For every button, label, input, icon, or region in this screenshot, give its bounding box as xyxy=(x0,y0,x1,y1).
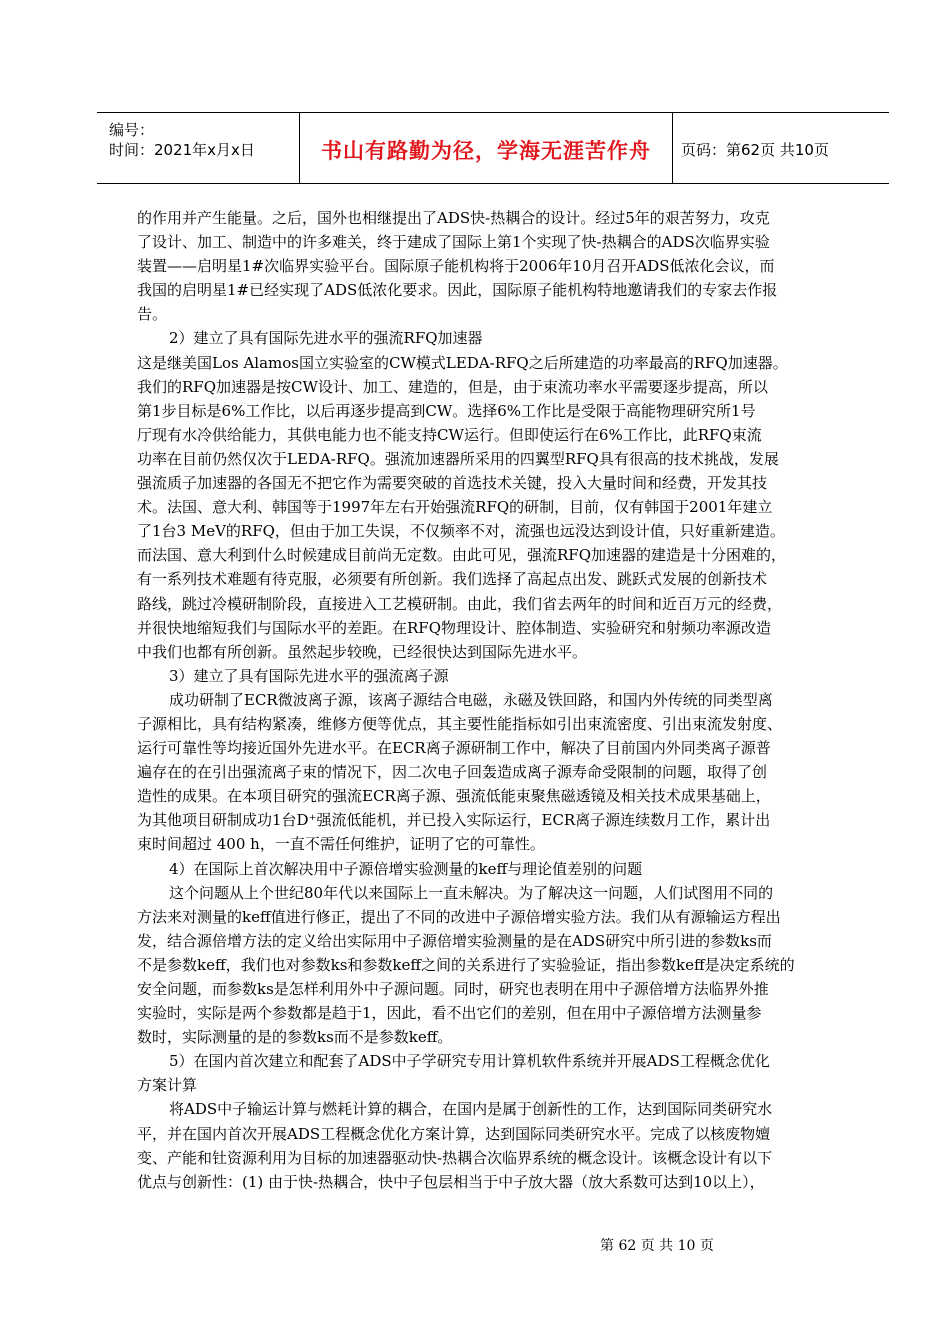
body-line: 并很快地缩短我们与国际水平的差距。在RFQ物理设计、腔体制造、实验研究和射频功率源改造 xyxy=(137,618,772,637)
header-motto-cell xyxy=(299,113,673,183)
body-line: 路线，跳过冷模研制阶段，直接进入工艺模研制。由此，我们省去两年的时间和近百万元的经费， xyxy=(137,594,783,613)
body-line: 变、产能和钍资源利用为目标的加速器驱动快-热耦合次临界系统的概念设计。该概念设计有以下 xyxy=(137,1148,773,1167)
body-line: 平，并在国内首次开展ADS工程概念优化方案计算，达到国际同类研究水平。完成了以核废物嬗 xyxy=(137,1124,771,1143)
body-line: 优点与创新性：(1) 由于快-热耦合，快中子包层相当于中子放大器（放大系数可达到10以上）， xyxy=(137,1172,765,1191)
body-line: 子源相比，具有结构紧凑，维修方便等优点，其主要性能指标如引出束流密度、引出束流发射度、 xyxy=(137,714,783,733)
body-line: 第1步目标是6%工作比，以后再逐步提高到CW。选择6%工作比是受限于高能物理研究所1号 xyxy=(137,401,756,420)
body-line: 成功研制了ECR微波离子源，该离子源结合电磁，永磁及铁回路，和国内外传统的同类型离 xyxy=(169,690,773,709)
body-line: 中我们也都有所创新。虽然起步较晚，已经很快达到国际先进水平。 xyxy=(137,642,588,661)
header-page-cell xyxy=(673,113,889,183)
body-line: 发，结合源倍增方法的定义给出实际用中子源倍增实验测量的是在ADS研究中所引进的参数ks而 xyxy=(137,931,772,950)
body-line: 安全问题，而参数ks是怎样利用外中子源问题。同时，研究也表明在用中子源倍增方法临界外推 xyxy=(137,980,769,998)
body-line: 实验时，实际是两个参数都是趋于1，因此，看不出它们的差别，但在用中子源倍增方法测量参 xyxy=(137,1004,762,1023)
body-line: 数时，实际测量的是的参数ks而不是参数keff。 xyxy=(137,1028,453,1047)
body-line: 我国的启明星1#已经实现了ADS低浓化要求。因此，国际原子能机构特地邀请我们的专家去作报 xyxy=(137,281,778,300)
body-line: 不是参数keff，我们也对参数ks和参数keff之间的关系进行了实验验证，指出参数keff是决定系统的 xyxy=(137,955,795,974)
motto-text: 书山有路勤为径，学海无涯苦作舟 xyxy=(321,139,651,163)
body-line: 5）在国内首次建立和配套了ADS中子学研究专用计算机软件系统并开展ADS工程概念优化 xyxy=(169,1052,770,1071)
body-line: 将ADS中子输运计算与燃耗计算的耦合，在国内是属于创新性的工作，达到国际同类研究水 xyxy=(169,1100,773,1119)
body-line: 这个问题从上个世纪80年代以来国际上一直未解决。为了解决这一问题，人们试图用不同的 xyxy=(169,883,774,902)
page-code-label: 页码：第62页 共10页 xyxy=(681,141,829,159)
body-line: 强流质子加速器的各国无不把它作为需要突破的首选技术关键，投入大量时间和经费，开发其技 xyxy=(137,474,768,493)
body-line: 方案计算 xyxy=(137,1076,198,1095)
document-body xyxy=(137,206,853,1194)
body-line: 告。 xyxy=(137,305,168,324)
body-line: 而法国、意大利到什么时候建成目前尚无定数。由此可见，强流RFQ加速器的建造是十分困难的， xyxy=(137,546,787,565)
body-line: 遍存在的在引出强流离子束的情况下，因二次电子回轰造成离子源寿命受限制的问题，取得了创 xyxy=(137,763,768,782)
document-time-label: 时间：2021年x月x日 xyxy=(109,141,255,159)
body-line: 为其他项目研制成功1台D⁺强流低能机，并已投入实际运行，ECR离子源连续数月工作，累计出 xyxy=(137,811,771,830)
body-line: 有一系列技术难题有待克服，必须要有所创新。我们选择了高起点出发、跳跃式发展的创新技术 xyxy=(137,570,768,589)
body-line: 的作用并产生能量。之后，国外也相继提出了ADS快-热耦合的设计。经过5年的艰苦努力，攻克 xyxy=(137,209,770,227)
body-line: 方法来对测量的keff值进行修正，提出了不同的改进中子源倍增实验方法。我们从有源输运方程出 xyxy=(137,907,781,926)
header-info-cell xyxy=(97,113,299,183)
body-line: 我们的RFQ加速器是按CW设计、加工、建造的，但是，由于束流功率水平需要逐步提高，所以 xyxy=(137,377,768,396)
body-line: 束时间超过 400 h，一直不需任何维护，证明了它的可靠性。 xyxy=(137,835,545,854)
page-header xyxy=(97,112,889,184)
body-line: 4）在国际上首次解决用中子源倍增实验测量的keff与理论值差别的问题 xyxy=(169,859,643,878)
body-line: 2）建立了具有国际先进水平的强流RFQ加速器 xyxy=(169,329,483,348)
body-line: 装置——启明星1#次临界实验平台。国际原子能机构将于2006年10月召开ADS低浓化会议，而 xyxy=(137,257,775,276)
body-line: 了1台3 MeV的RFQ，但由于加工失误，不仅频率不对，流强也远没达到设计值，只好重新建造。 xyxy=(137,522,785,541)
document-number-label: 编号： xyxy=(109,121,155,139)
page-footer: 第 62 页 共 10 页 xyxy=(600,1238,714,1254)
body-line: 运行可靠性等均接近国外先进水平。在ECR离子源研制工作中，解决了目前国内外同类离子源普 xyxy=(137,739,771,758)
body-line: 厅现有水冷供给能力，其供电能力也不能支持CW运行。但即使运行在6%工作比，此RFQ束流 xyxy=(137,425,762,444)
body-line: 这是继美国Los Alamos国立实验室的CW模式LEDA-RFQ之后所建造的功率最高的RFQ加速器。 xyxy=(137,353,788,372)
body-line: 造性的成果。在本项目研究的强流ECR离子源、强流低能束聚焦磁透镜及相关技术成果基础上， xyxy=(137,787,771,806)
body-line: 了设计、加工、制造中的许多难关，终于建成了国际上第1个实现了快-热耦合的ADS次临界实验 xyxy=(137,233,770,252)
body-line: 功率在目前仍然仅次于LEDA-RFQ。强流加速器所采用的四翼型RFQ具有很高的技术挑战，发展 xyxy=(137,449,779,468)
body-line: 3）建立了具有国际先进水平的强流离子源 xyxy=(169,666,449,685)
body-line: 术。法国、意大利、韩国等于1997年左右开始强流RFQ的研制，目前，仅有韩国于2001年建立 xyxy=(137,498,773,517)
